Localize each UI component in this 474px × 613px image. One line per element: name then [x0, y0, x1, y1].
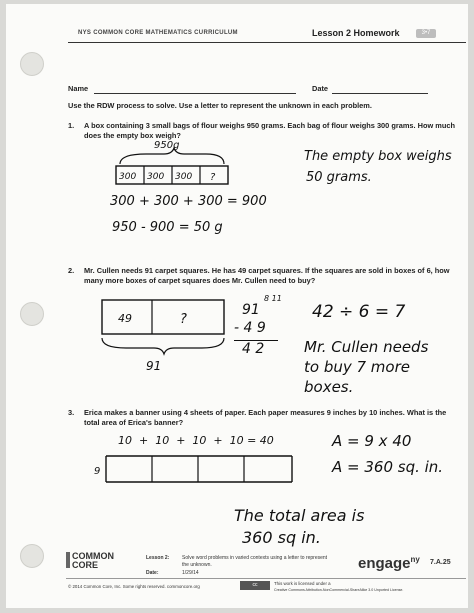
- footer-lesson-label: Lesson 2:: [146, 555, 170, 561]
- problem-2-division: 42 ÷ 6 = 7: [312, 302, 406, 322]
- name-label: Name: [68, 84, 89, 93]
- footer-copyright: © 2014 Common Core, Inc. Some rights reserved. commoncore.org: [68, 584, 200, 589]
- problem-1-equation-1: 300 + 300 + 300 = 900: [110, 194, 267, 209]
- module-badge: 3•7: [416, 29, 436, 38]
- footer-rule: [66, 578, 466, 579]
- problem-1-number: 1.: [68, 121, 75, 130]
- subtraction-regroup: 8 11: [264, 294, 282, 303]
- problem-1-tape-diagram: [106, 138, 246, 198]
- footer-lesson-desc-2: the unknown.: [182, 562, 212, 568]
- name-field[interactable]: [94, 93, 296, 94]
- instructions: Use the RDW process to solve. Use a letter to represent the unknown in each problem.: [68, 101, 372, 110]
- problem-2-answer-line3: boxes.: [304, 378, 354, 396]
- brand-line1: COMMON: [72, 551, 114, 561]
- common-core-logo: [72, 552, 114, 570]
- footer-date-label: Date:: [146, 570, 159, 576]
- engage-text: engage: [358, 555, 411, 572]
- worksheet-page: [6, 4, 468, 608]
- footer-license-2: Creative Commons Attribution-NonCommercial-ShareAlike 3.0 Unported License.: [274, 588, 404, 592]
- binder-hole-bottom: [20, 544, 44, 568]
- header-rule: [68, 42, 466, 43]
- binder-hole-top: [20, 52, 44, 76]
- problem-2-number: 2.: [68, 266, 75, 275]
- tape-cell-3: 300: [175, 172, 193, 182]
- tape-cell-1: 300: [119, 172, 137, 182]
- problem-1-equation-2: 950 - 900 = 50 g: [112, 220, 223, 235]
- page-code: 7.A.25: [430, 559, 451, 566]
- subtraction-minus: - 4 9: [234, 320, 266, 336]
- common-core-logo-mark: [66, 552, 70, 568]
- problem-3-answer-line2: 360 sq in.: [242, 528, 321, 547]
- problem-3-text-line2: total area of Erica's banner?: [84, 418, 184, 427]
- problem-1-answer-line1: The empty box weighs: [304, 149, 452, 164]
- tape-top-label: 950g: [154, 140, 180, 151]
- banner-side-label: 9: [94, 466, 101, 477]
- problem-3-equation-1: A = 9 x 40: [332, 432, 412, 450]
- footer-date-value: 1/29/14: [182, 570, 199, 576]
- footer-lesson-desc-1: Solve word problems in varied contexts using a letter to represent: [182, 555, 328, 561]
- curriculum-header: NYS COMMON CORE MATHEMATICS CURRICULUM: [78, 30, 238, 36]
- brand-line2: CORE: [72, 560, 99, 570]
- problem-2-tape-diagram: [96, 294, 236, 374]
- lesson-title: Lesson 2 Homework: [312, 28, 400, 38]
- problem-2-text-line1: Mr. Cullen needs 91 carpet squares. He has 49 carpet squares. If the squares are sold in boxes of 6, how: [84, 266, 450, 275]
- problem-2-text-line2: many more boxes of carpet squares does Mr. Cullen need to buy?: [84, 276, 316, 285]
- footer-license: This work is licensed under a: [274, 581, 331, 586]
- problem-1-text-line2: does the empty box weigh?: [84, 131, 181, 140]
- problem-1-answer-line2: 50 grams.: [306, 170, 372, 185]
- problem-2-answer-line2: to buy 7 more: [304, 358, 410, 376]
- subtraction-top: 91: [242, 302, 260, 318]
- tape-cell-49: 49: [118, 312, 132, 325]
- tape-cell-unknown: ?: [180, 312, 187, 327]
- problem-3-answer-line1: The total area is: [234, 506, 365, 525]
- cc-license-icon: cc: [240, 581, 270, 590]
- tape-cell-2: 300: [147, 172, 165, 182]
- tape-bottom-label: 91: [146, 359, 162, 373]
- problem-3-number: 3.: [68, 408, 75, 417]
- problem-3-equation-2: A = 360 sq. in.: [332, 458, 444, 476]
- date-label: Date: [312, 84, 329, 93]
- engage-logo: [358, 555, 420, 572]
- problem-3-top-sum: 10 + 10 + 10 + 10 = 40: [118, 434, 274, 447]
- subtraction-result: 4 2: [242, 341, 265, 357]
- tape-cell-unknown: ?: [210, 172, 216, 183]
- date-field[interactable]: [332, 93, 428, 94]
- problem-2-answer-line1: Mr. Cullen needs: [304, 338, 429, 356]
- engage-sup: ny: [410, 555, 420, 564]
- problem-1-text-line1: A box containing 3 small bags of flour weighs 950 grams. Each bag of flour weighs 300 grams. How much: [84, 121, 455, 130]
- binder-hole-middle: [20, 302, 44, 326]
- problem-3-text-line1: Erica makes a banner using 4 sheets of paper. Each paper measures 9 inches by 10 inches. What is the: [84, 408, 447, 417]
- problem-3-banner-diagram: [92, 446, 302, 492]
